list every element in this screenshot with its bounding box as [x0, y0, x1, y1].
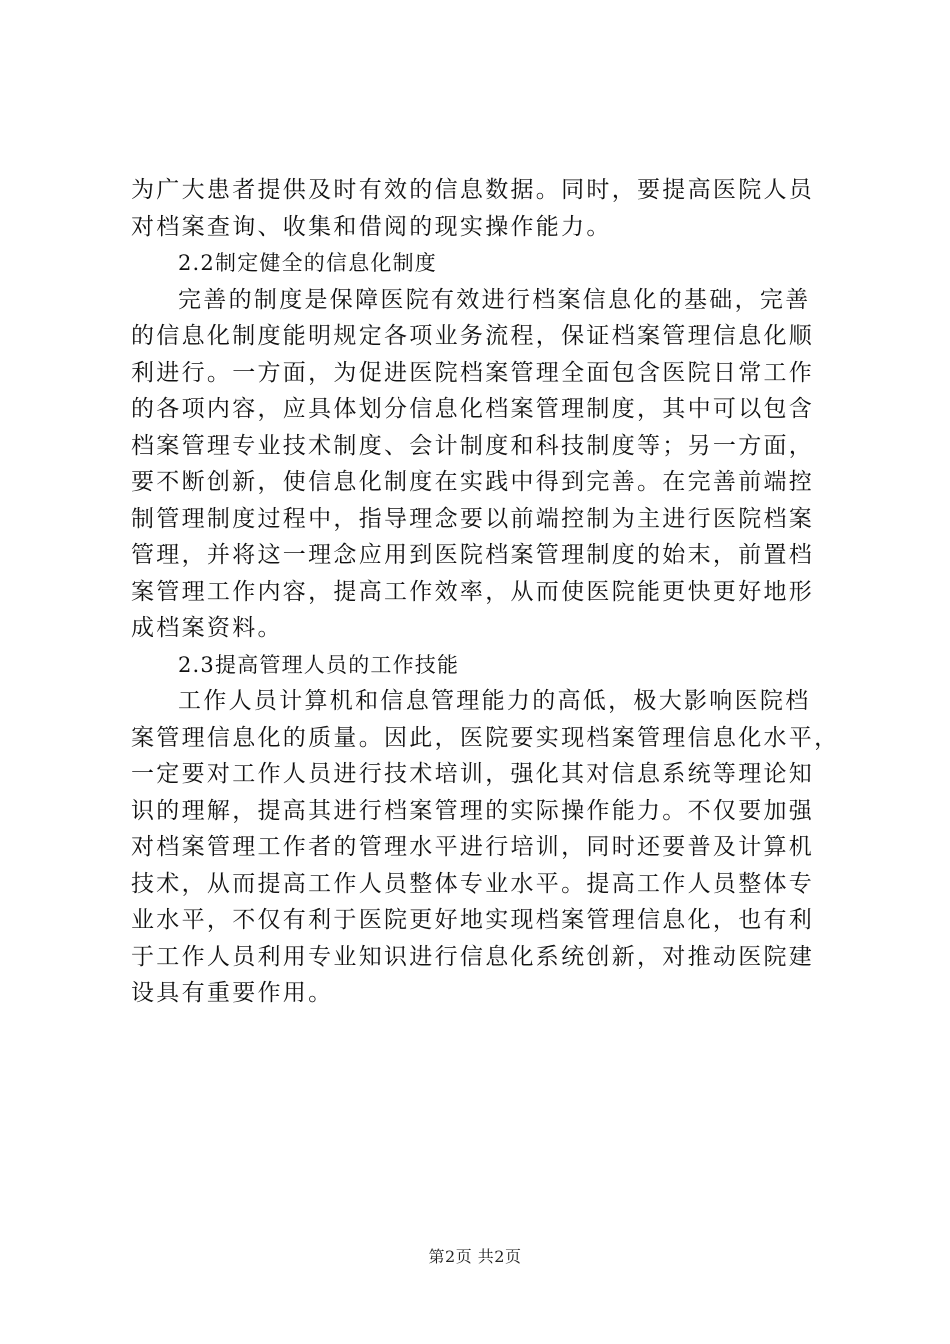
text-line: 工作人员计算机和信息管理能力的高低，极大影响医院档 [178, 688, 811, 714]
text-line: 设具有重要作用。 [131, 980, 334, 1006]
text-line: 业水平，不仅有利于医院更好地实现档案管理信息化，也有利 [131, 907, 815, 933]
text-line: 对档案管理工作者的管理水平进行培训，同时还要普及计算机 [131, 834, 815, 860]
text-line: 一定要对工作人员进行技术培训，强化其对信息系统等理论知 [131, 761, 815, 787]
heading-text: 2.3提高管理人员的工作技能 [178, 652, 460, 677]
paragraph-continuation [131, 172, 831, 245]
heading-text: 2.2制定健全的信息化制度 [178, 251, 437, 275]
text-line: 制管理制度过程中，指导理念要以前端控制为主进行医院档案 [131, 505, 815, 532]
text-line: 技术，从而提高工作人员整体专业水平。提高工作人员整体专 [131, 870, 815, 897]
text-line: 于工作人员利用专业知识进行信息化系统创新，对推动医院建 [131, 943, 815, 970]
paragraph-skills [131, 683, 840, 1012]
text-line: 成档案资料。 [131, 615, 283, 641]
text-line: 管理，并将这一理念应用到医院档案管理制度的始末，前置档 [131, 542, 815, 568]
text-line: 要不断创新，使信息化制度在实践中得到完善。在完善前端控 [131, 469, 815, 495]
text-line: 的各项内容，应具体划分信息化档案管理制度，其中可以包含 [131, 396, 815, 422]
document-body [131, 172, 840, 1012]
text-line: 档案管理专业技术制度、会计制度和科技制度等；另一方面， [131, 432, 815, 459]
text-line: 利进行。一方面，为促进医院档案管理全面包含医院日常工作 [131, 359, 815, 386]
page-number-label: 第2页 共2页 [428, 1247, 522, 1266]
text-line: 为广大患者提供及时有效的信息数据。同时，要提高医院人员 [131, 177, 815, 203]
section-heading-2-2 [131, 245, 831, 282]
text-line: 案管理工作内容，提高工作效率，从而使医院能更快更好地形 [131, 578, 815, 605]
page-footer [0, 1244, 950, 1267]
text-line: 完善的制度是保障医院有效进行档案信息化的基础，完善 [178, 286, 811, 313]
section-heading-2-3 [131, 647, 831, 684]
text-line: 对档案查询、收集和借阅的现实操作能力。 [131, 213, 612, 240]
paragraph-institution [131, 282, 831, 647]
text-line: 案管理信息化的质量。因此，医院要实现档案管理信息化水平， [131, 724, 840, 751]
text-line: 的信息化制度能明规定各项业务流程，保证档案管理信息化顺 [131, 323, 815, 349]
text-line: 识的理解，提高其进行档案管理的实际操作能力。不仅要加强 [131, 797, 815, 824]
